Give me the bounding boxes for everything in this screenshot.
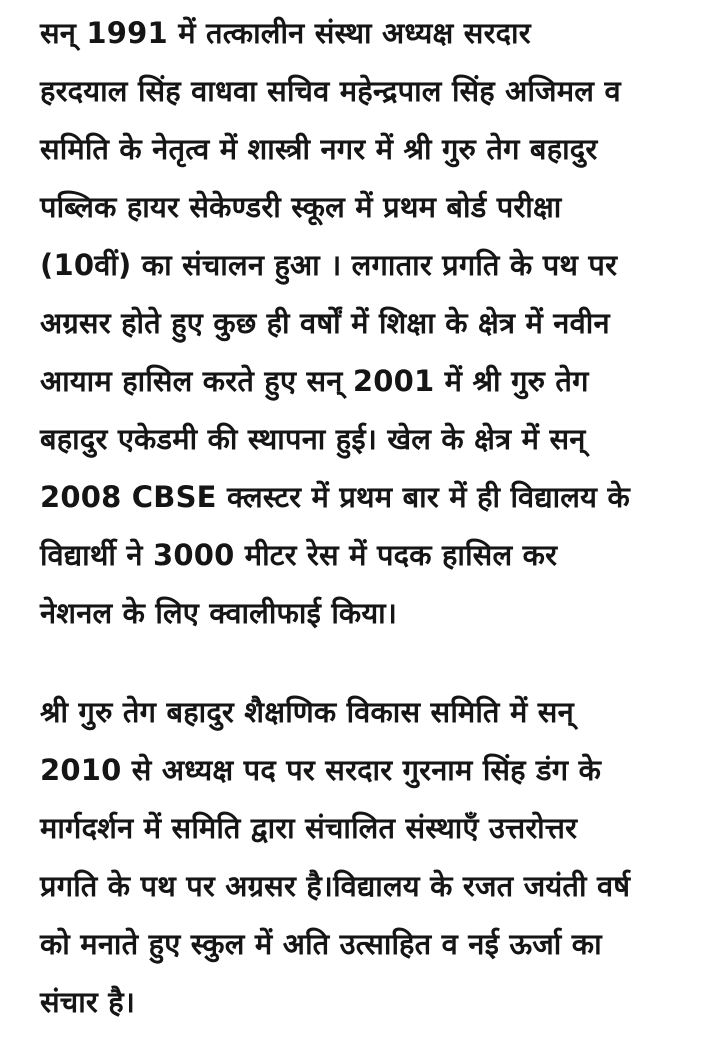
text-line: अग्रसर होते हुए कुछ ही वर्षों में शिक्षा के क्षेत्र में नवीन (40, 306, 610, 340)
paragraph-history (40, 4, 700, 642)
text-line: मार्गदर्शन में समिति द्वारा संचालित संस्थाएँ उत्तरोत्तर (40, 811, 578, 845)
text-line: श्री गुरु तेग बहादुर शैक्षणिक विकास समिति में सन् (40, 695, 574, 729)
text-line: विद्यार्थी ने 3000 मीटर रेस में पदक हासिल कर (40, 538, 558, 572)
text-line: सन् 1991 में तत्कालीन संस्था अध्यक्ष सरदार (40, 16, 531, 50)
text-line: आयाम हासिल करते हुए सन् 2001 में श्री गुरु तेग (40, 364, 589, 398)
text-line: प्रगति के पथ पर अग्रसर है।विद्यालय के रजत जयंती वर्ष (40, 869, 631, 903)
text-line: को मनाते हुए स्कुल में अति उत्साहित व नई ऊर्जा का (40, 927, 602, 961)
text-line: (10वीं) का संचालन हुआ । लगातार प्रगति के पथ पर (40, 248, 618, 282)
text-line: बहादुर एकेडमी की स्थापना हुई। खेल के क्षेत्र में सन् (40, 422, 586, 456)
text-line: संचार है। (40, 985, 136, 1019)
text-line: समिति के नेतृत्व में शास्त्री नगर में श्री गुरु तेग बहादुर (40, 132, 598, 166)
text-line: 2010 से अध्यक्ष पद पर सरदार गुरनाम सिंह डंग के (40, 753, 602, 787)
text-line: 2008 CBSE क्लस्टर में प्रथम बार में ही विद्यालय के (40, 480, 630, 514)
text-line: हरदयाल सिंह वाधवा सचिव महेन्द्रपाल सिंह अजिमल व (40, 74, 621, 108)
text-line: पब्लिक हायर सेकेण्डरी स्कूल में प्रथम बोर्ड परीक्षा (40, 190, 562, 224)
paragraph-committee (40, 683, 700, 1031)
text-line: नेशनल के लिए क्वालीफाई किया। (40, 596, 398, 630)
